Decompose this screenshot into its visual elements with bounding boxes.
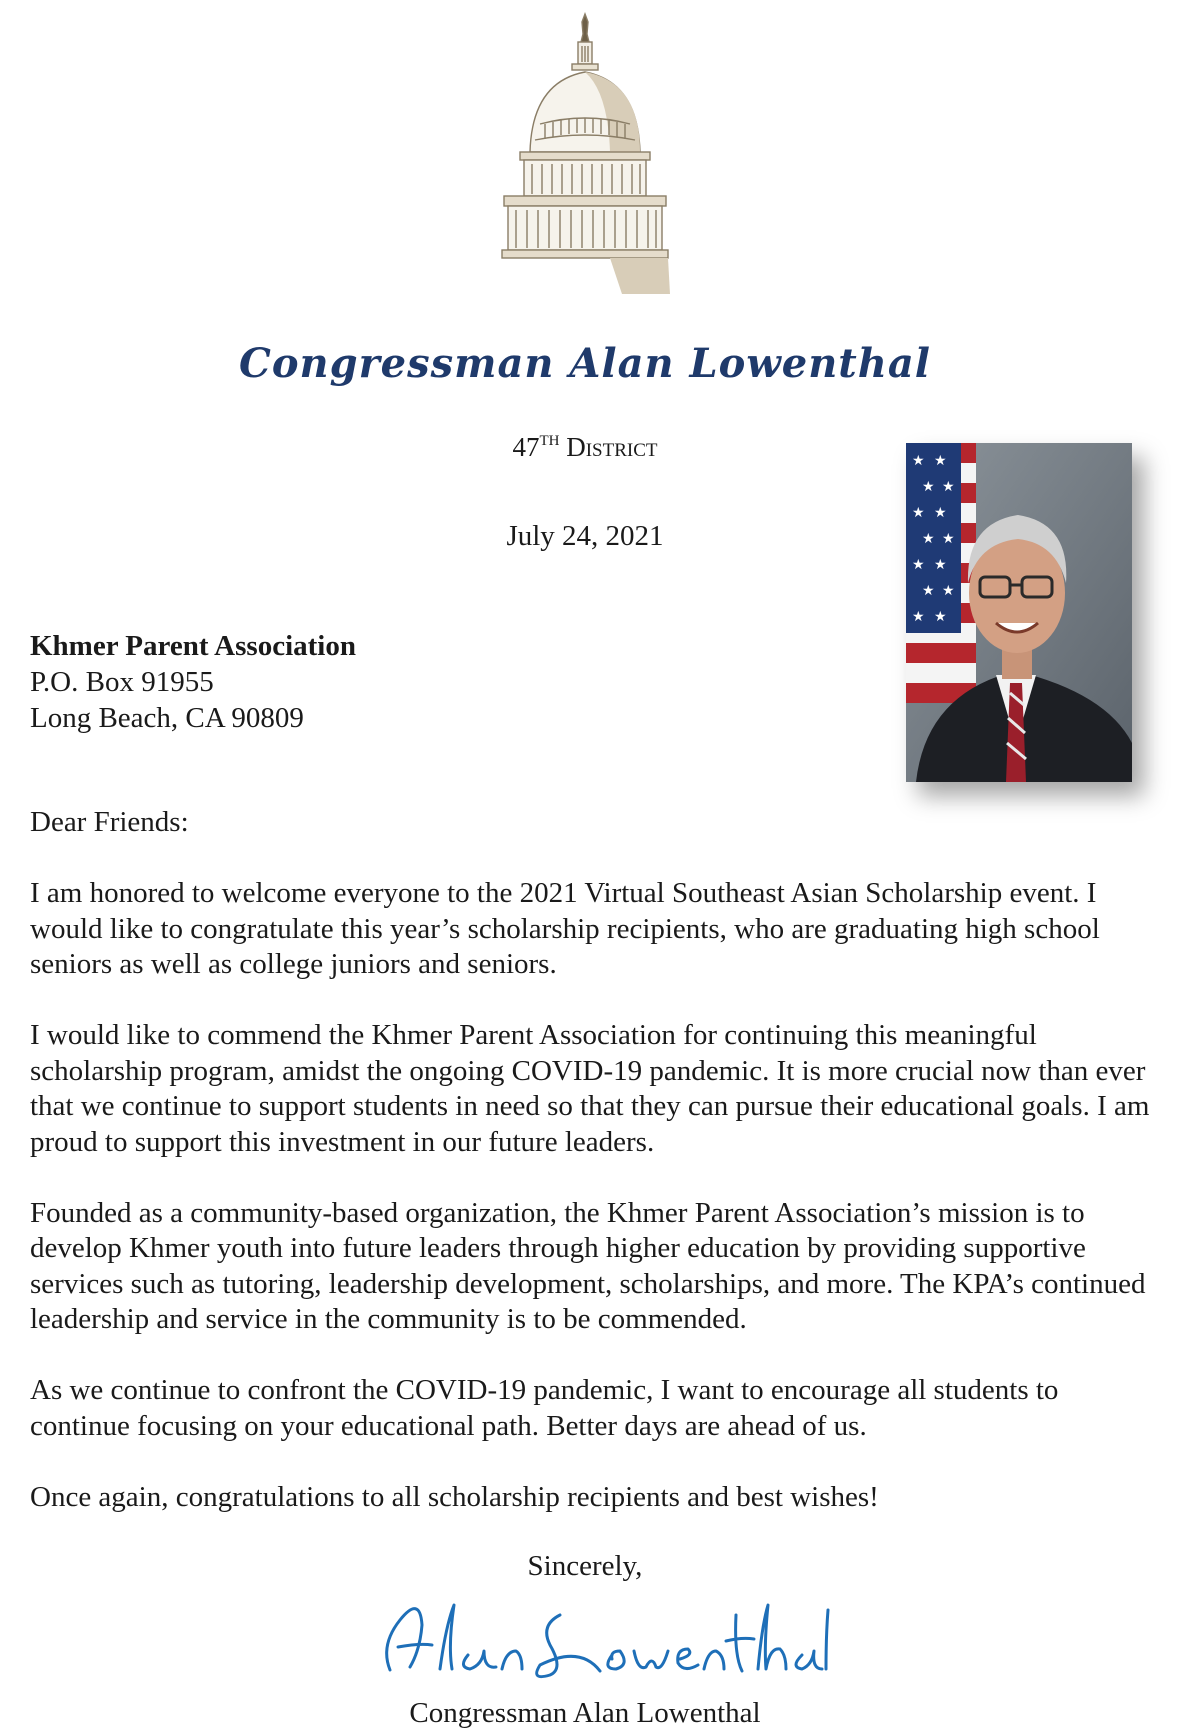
portrait-illustration: [906, 443, 1132, 782]
svg-text:★: ★: [942, 531, 955, 547]
signer-name: Congressman Alan Lowenthal: [409, 1697, 761, 1729]
letter-body: [30, 876, 1160, 1551]
recipient-po-box: P.O. Box 91955: [30, 666, 214, 698]
svg-text:★: ★: [934, 557, 947, 573]
capitol-dome-logo: [490, 12, 680, 312]
district-label: District: [566, 432, 658, 462]
svg-text:★: ★: [922, 479, 935, 495]
svg-text:★: ★: [942, 479, 955, 495]
svg-text:★: ★: [934, 453, 947, 469]
recipient-organization: Khmer Parent Association: [30, 630, 356, 662]
recipient-city: Long Beach, CA 90809: [30, 702, 304, 734]
body-paragraph: I am honored to welcome everyone to the 2021 Virtual Southeast Asian Scholarship event. I would like to congratulate this year’s scholarship recipients, who are graduating high school seniors as well as college juniors and seniors.: [30, 877, 1100, 980]
body-paragraph: Once again, congratulations to all scholarship recipients and best wishes!: [30, 1480, 879, 1513]
flag-illustration: [906, 443, 976, 703]
body-paragraph: Founded as a community-based organization, the Khmer Parent Association’s mission is to develop Khmer youth into future leaders through higher education by providing supportive services such as tutoring, leadership development, scholarships, and more. The KPA’s continued leadership and service in the community is to be commended.: [30, 1196, 1146, 1335]
svg-text:★: ★: [934, 505, 947, 521]
svg-text:★: ★: [912, 609, 925, 625]
body-paragraph: As we continue to confront the COVID-19 pandemic, I want to encourage all students to continue focusing on your educational path. Better days are ahead of us.: [30, 1374, 1059, 1442]
recipient-address: [30, 628, 356, 736]
svg-text:★: ★: [922, 583, 935, 599]
district-number: 47: [512, 432, 540, 462]
svg-text:★: ★: [934, 609, 947, 625]
congressman-portrait: [906, 443, 1132, 782]
svg-text:★: ★: [912, 557, 925, 573]
district-suffix: TH: [539, 433, 560, 449]
svg-text:★: ★: [942, 583, 955, 599]
body-paragraph: I would like to commend the Khmer Parent Association for continuing this meaningful scholarship program, amidst the ongoing COVID-19 pandemic. It is more crucial now than ever that we continue to support students in need so that they can pursue their educational goals. I am proud to support this investment in our future leaders.: [30, 1019, 1150, 1158]
letterhead-name: Congressman Alan Lowenthal: [239, 340, 931, 387]
signature: [350, 1585, 830, 1695]
salutation: Dear Friends:: [30, 806, 189, 838]
svg-text:★: ★: [912, 505, 925, 521]
svg-text:★: ★: [922, 531, 935, 547]
svg-text:★: ★: [912, 453, 925, 469]
letter-date: July 24, 2021: [506, 520, 664, 552]
closing: Sincerely,: [527, 1550, 643, 1582]
